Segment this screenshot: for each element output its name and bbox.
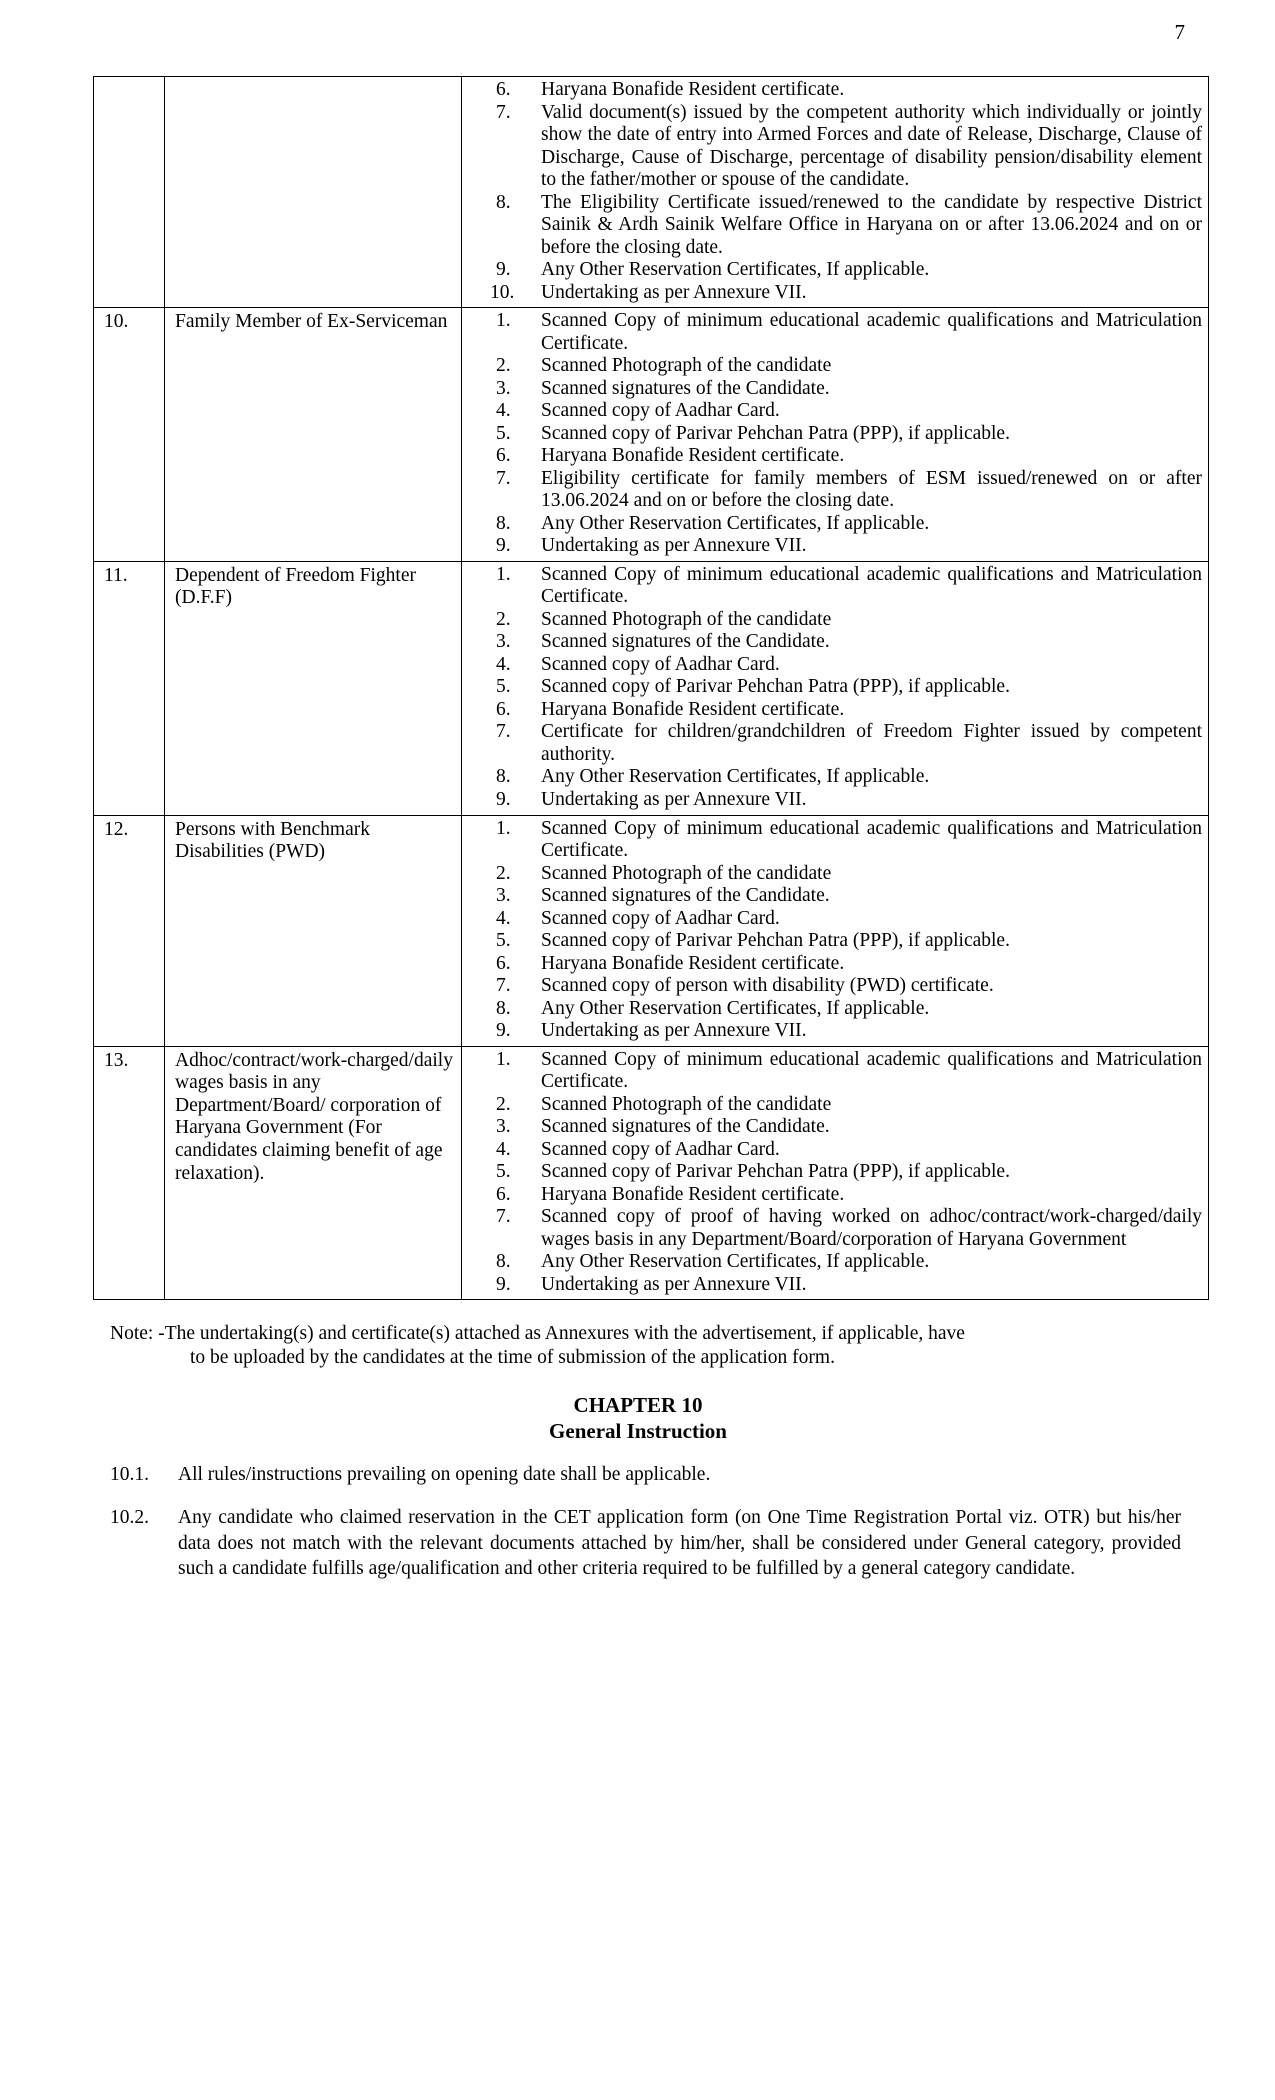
- list-item-text: Any Other Reservation Certificates, If applicable.: [541, 997, 930, 1019]
- list-item: [466, 975, 1204, 998]
- list-item-number: 4.: [496, 1138, 511, 1160]
- list-item: [466, 355, 1204, 378]
- row-documents-cell: [462, 308, 1209, 562]
- list-item-number: 8.: [496, 1251, 511, 1273]
- list-item: [466, 192, 1204, 260]
- list-item-text: Haryana Bonafide Resident certificate.: [541, 445, 845, 467]
- documents-list: [466, 310, 1204, 558]
- list-item-number: 7.: [496, 975, 511, 997]
- required-documents-table: [93, 76, 1209, 1300]
- list-item: [466, 930, 1204, 953]
- list-item-text: Undertaking as per Annexure VII.: [541, 281, 807, 303]
- list-item-number: 5.: [496, 1161, 511, 1183]
- list-item-number: 2.: [496, 862, 511, 884]
- documents-list: [466, 818, 1204, 1043]
- chapter-title: CHAPTER 10: [573, 1393, 703, 1418]
- row-serial: 12.: [104, 818, 129, 840]
- list-item: [466, 1251, 1204, 1274]
- row-category: Adhoc/contract/work-charged/daily wages basis in any Department/Board/ corporation of Haryana Government (For candidates claiming benefit of age relaxation).: [175, 1049, 453, 1184]
- row-category-cell: [165, 815, 462, 1046]
- list-item-number: 5.: [496, 676, 511, 698]
- list-item: [466, 885, 1204, 908]
- list-item-text: Valid document(s) issued by the competent authority which individually or jointly show the date of entry into Armed Forces and date of Release, Discharge, Clause of Discharge, Cause of Discharge, percentage of disability pension/disability element to the father/mother or spouse of the candidate.: [541, 101, 1202, 191]
- list-item: [466, 631, 1204, 654]
- row-category: Persons with Benchmark Disabilities (PWD): [175, 818, 370, 863]
- list-item: [466, 310, 1204, 355]
- list-item-text: Scanned Copy of minimum educational academic qualifications and Matriculation Certificate.: [541, 310, 1202, 354]
- list-item-number: 9.: [496, 259, 511, 281]
- instruction-number: 10.1.: [110, 1464, 149, 1486]
- row-category: Dependent of Freedom Fighter (D.F.F): [175, 564, 416, 609]
- list-item-text: Scanned copy of Aadhar Card.: [541, 400, 780, 422]
- row-serial-cell: [94, 77, 165, 308]
- list-item-text: Scanned signatures of the Candidate.: [541, 377, 830, 399]
- list-item-number: 1.: [496, 817, 511, 839]
- row-documents-cell: [462, 815, 1209, 1046]
- list-item-text: Scanned copy of Parivar Pehchan Patra (PPP), if applicable.: [541, 930, 1010, 952]
- row-category: [169, 79, 457, 80]
- list-item: [466, 1020, 1204, 1043]
- list-item-text: Certificate for children/grandchildren of Freedom Fighter issued by competent authority.: [541, 721, 1202, 765]
- list-item-number: 10.: [490, 281, 515, 303]
- list-item-number: 5.: [496, 422, 511, 444]
- table-row: [94, 1046, 1209, 1300]
- list-item-text: Scanned Photograph of the candidate: [541, 355, 832, 377]
- list-item-number: 9.: [496, 788, 511, 810]
- list-item-text: Any Other Reservation Certificates, If applicable.: [541, 766, 930, 788]
- list-item: [466, 1161, 1204, 1184]
- table-row: [94, 815, 1209, 1046]
- list-item-number: 6.: [496, 952, 511, 974]
- list-item-number: 3.: [496, 631, 511, 653]
- row-serial: 10.: [104, 311, 129, 333]
- list-item-number: 6.: [496, 445, 511, 467]
- list-item-text: Scanned copy of Parivar Pehchan Patra (PPP), if applicable.: [541, 676, 1010, 698]
- list-item-text: Haryana Bonafide Resident certificate.: [541, 698, 845, 720]
- instruction-10-1: [93, 1462, 1183, 1487]
- list-item-text: Scanned signatures of the Candidate.: [541, 631, 830, 653]
- list-item-number: 1.: [496, 1048, 511, 1070]
- list-item: [466, 1206, 1204, 1251]
- list-item-number: 7.: [496, 101, 511, 123]
- list-item: [466, 259, 1204, 282]
- row-serial: 13.: [104, 1049, 129, 1071]
- list-item-number: 4.: [496, 907, 511, 929]
- list-item-number: 9.: [496, 1020, 511, 1042]
- row-serial-cell: [94, 308, 165, 562]
- list-item-number: 3.: [496, 377, 511, 399]
- list-item-text: Scanned Photograph of the candidate: [541, 862, 832, 884]
- row-serial-cell: [94, 561, 165, 815]
- list-item-number: 1.: [496, 310, 511, 332]
- row-category-cell: [165, 77, 462, 308]
- instruction-text: Any candidate who claimed reservation in the CET application form (on One Time Registration Portal viz. OTR) but his/her data does not match with the relevant documents attached by him/her, shall be considered under General category, provided such a candidate fulfills age/qualification and other criteria required to be fulfilled by a general category candidate.: [178, 1507, 1181, 1579]
- list-item-number: 5.: [496, 930, 511, 952]
- list-item: [466, 863, 1204, 886]
- list-item-text: Undertaking as per Annexure VII.: [541, 535, 807, 557]
- list-item-text: Haryana Bonafide Resident certificate.: [541, 952, 845, 974]
- list-item: [466, 535, 1204, 558]
- list-item: [466, 1049, 1204, 1094]
- list-item-text: Scanned signatures of the Candidate.: [541, 1116, 830, 1138]
- list-item-text: Haryana Bonafide Resident certificate.: [541, 79, 845, 100]
- row-serial-cell: [94, 1046, 165, 1300]
- chapter-subtitle: General Instruction: [549, 1418, 727, 1443]
- instruction-10-2: [93, 1505, 1183, 1580]
- list-item: [466, 789, 1204, 812]
- list-item-text: Scanned signatures of the Candidate.: [541, 885, 830, 907]
- list-item-text: Scanned Copy of minimum educational academic qualifications and Matriculation Certificate.: [541, 817, 1202, 862]
- list-item: [466, 654, 1204, 677]
- table-row: [94, 561, 1209, 815]
- list-item: [466, 609, 1204, 632]
- document-body: [93, 76, 1202, 1581]
- list-item-text: Any Other Reservation Certificates, If applicable.: [541, 1251, 930, 1273]
- table-row: [94, 77, 1209, 308]
- list-item-number: 4.: [496, 400, 511, 422]
- list-item-number: 4.: [496, 653, 511, 675]
- list-item-text: Scanned copy of Parivar Pehchan Patra (PPP), if applicable.: [541, 1161, 1010, 1183]
- list-item-number: 2.: [496, 355, 511, 377]
- list-item: [466, 998, 1204, 1021]
- list-item: [466, 445, 1204, 468]
- list-item: [466, 513, 1204, 536]
- row-documents-cell: [462, 561, 1209, 815]
- list-item-number: 1.: [496, 563, 511, 585]
- list-item: [466, 699, 1204, 722]
- list-item: [466, 908, 1204, 931]
- row-documents-cell: [462, 77, 1209, 308]
- list-item-number: 3.: [496, 1116, 511, 1138]
- list-item-text: Scanned Copy of minimum educational academic qualifications and Matriculation Certificate.: [541, 1048, 1202, 1093]
- list-item: [466, 378, 1204, 401]
- list-item: [466, 79, 1204, 102]
- row-category: Family Member of Ex-Serviceman: [175, 311, 448, 333]
- list-item-text: Any Other Reservation Certificates, If applicable.: [541, 259, 930, 281]
- list-item-text: Undertaking as per Annexure VII.: [541, 1273, 807, 1295]
- row-category-cell: [165, 308, 462, 562]
- list-item-number: 6.: [496, 79, 511, 100]
- row-category-cell: [165, 561, 462, 815]
- list-item-number: 2.: [496, 608, 511, 630]
- list-item: [466, 282, 1204, 305]
- list-item-number: 7.: [496, 721, 511, 743]
- list-item-text: Scanned copy of Parivar Pehchan Patra (PPP), if applicable.: [541, 422, 1010, 444]
- list-item: [466, 102, 1204, 192]
- list-item: [466, 676, 1204, 699]
- list-item: [466, 423, 1204, 446]
- list-item: [466, 953, 1204, 976]
- list-item-text: Scanned copy of proof of having worked on adhoc/contract/work-charged/daily wages basis in any Department/Board/corporation of Haryana Government: [541, 1206, 1202, 1250]
- note-line-2: to be uploaded by the candidates at the time of submission of the application form.: [190, 1346, 835, 1368]
- list-item: [466, 1139, 1204, 1162]
- list-item-text: Scanned Photograph of the candidate: [541, 608, 832, 630]
- instruction-number: 10.2.: [110, 1507, 149, 1529]
- row-category-cell: [165, 1046, 462, 1300]
- list-item-number: 8.: [496, 997, 511, 1019]
- list-item-number: 9.: [496, 1273, 511, 1295]
- list-item-number: 8.: [496, 766, 511, 788]
- row-documents-cell: [462, 1046, 1209, 1300]
- page-number: 7: [1174, 20, 1185, 44]
- list-item: [466, 1274, 1204, 1297]
- list-item-number: 3.: [496, 885, 511, 907]
- instruction-text: All rules/instructions prevailing on opening date shall be applicable.: [178, 1464, 711, 1486]
- list-item-number: 9.: [496, 535, 511, 557]
- list-item-text: Haryana Bonafide Resident certificate.: [541, 1183, 845, 1205]
- list-item: [466, 766, 1204, 789]
- list-item-text: Any Other Reservation Certificates, If applicable.: [541, 512, 930, 534]
- list-item-number: 8.: [496, 191, 511, 213]
- list-item: [466, 721, 1204, 766]
- list-item-text: Scanned copy of Aadhar Card.: [541, 1138, 780, 1160]
- list-item-text: Scanned copy of person with disability (PWD) certificate.: [541, 975, 994, 997]
- list-item-text: The Eligibility Certificate issued/renewed to the candidate by respective District Sainik & Ardh Sainik Welfare Office in Haryana on or after 13.06.2024 and on or before the closing date.: [541, 191, 1202, 258]
- list-item: [466, 400, 1204, 423]
- list-item-text: Undertaking as per Annexure VII.: [541, 788, 807, 810]
- list-item: [466, 564, 1204, 609]
- row-serial-cell: [94, 815, 165, 1046]
- table-body: [94, 77, 1209, 1300]
- documents-list: [466, 564, 1204, 812]
- note-line-1: Note: -The undertaking(s) and certificate(s) attached as Annexures with the advertisement, if applicable, have: [110, 1323, 965, 1345]
- list-item-text: Undertaking as per Annexure VII.: [541, 1020, 807, 1042]
- list-item-number: 6.: [496, 1183, 511, 1205]
- note-block: [93, 1322, 1183, 1369]
- list-item-text: Scanned copy of Aadhar Card.: [541, 653, 780, 675]
- list-item-number: 7.: [496, 1206, 511, 1228]
- row-serial: [98, 79, 160, 80]
- list-item-text: Scanned Copy of minimum educational academic qualifications and Matriculation Certificate.: [541, 563, 1202, 608]
- list-item-number: 2.: [496, 1093, 511, 1115]
- documents-list: [466, 1049, 1204, 1297]
- list-item: [466, 1116, 1204, 1139]
- list-item: [466, 818, 1204, 863]
- list-item: [466, 1094, 1204, 1117]
- row-serial: 11.: [104, 564, 128, 586]
- list-item-text: Scanned copy of Aadhar Card.: [541, 907, 780, 929]
- list-item-number: 7.: [496, 467, 511, 489]
- list-item-text: Scanned Photograph of the candidate: [541, 1093, 832, 1115]
- list-item-text: Eligibility certificate for family members of ESM issued/renewed on or after 13.06.2024 and on or before the closing date.: [541, 467, 1202, 512]
- list-item: [466, 1184, 1204, 1207]
- list-item-number: 8.: [496, 512, 511, 534]
- list-item: [466, 468, 1204, 513]
- table-row: [94, 308, 1209, 562]
- documents-list: [466, 79, 1204, 304]
- list-item-number: 6.: [496, 698, 511, 720]
